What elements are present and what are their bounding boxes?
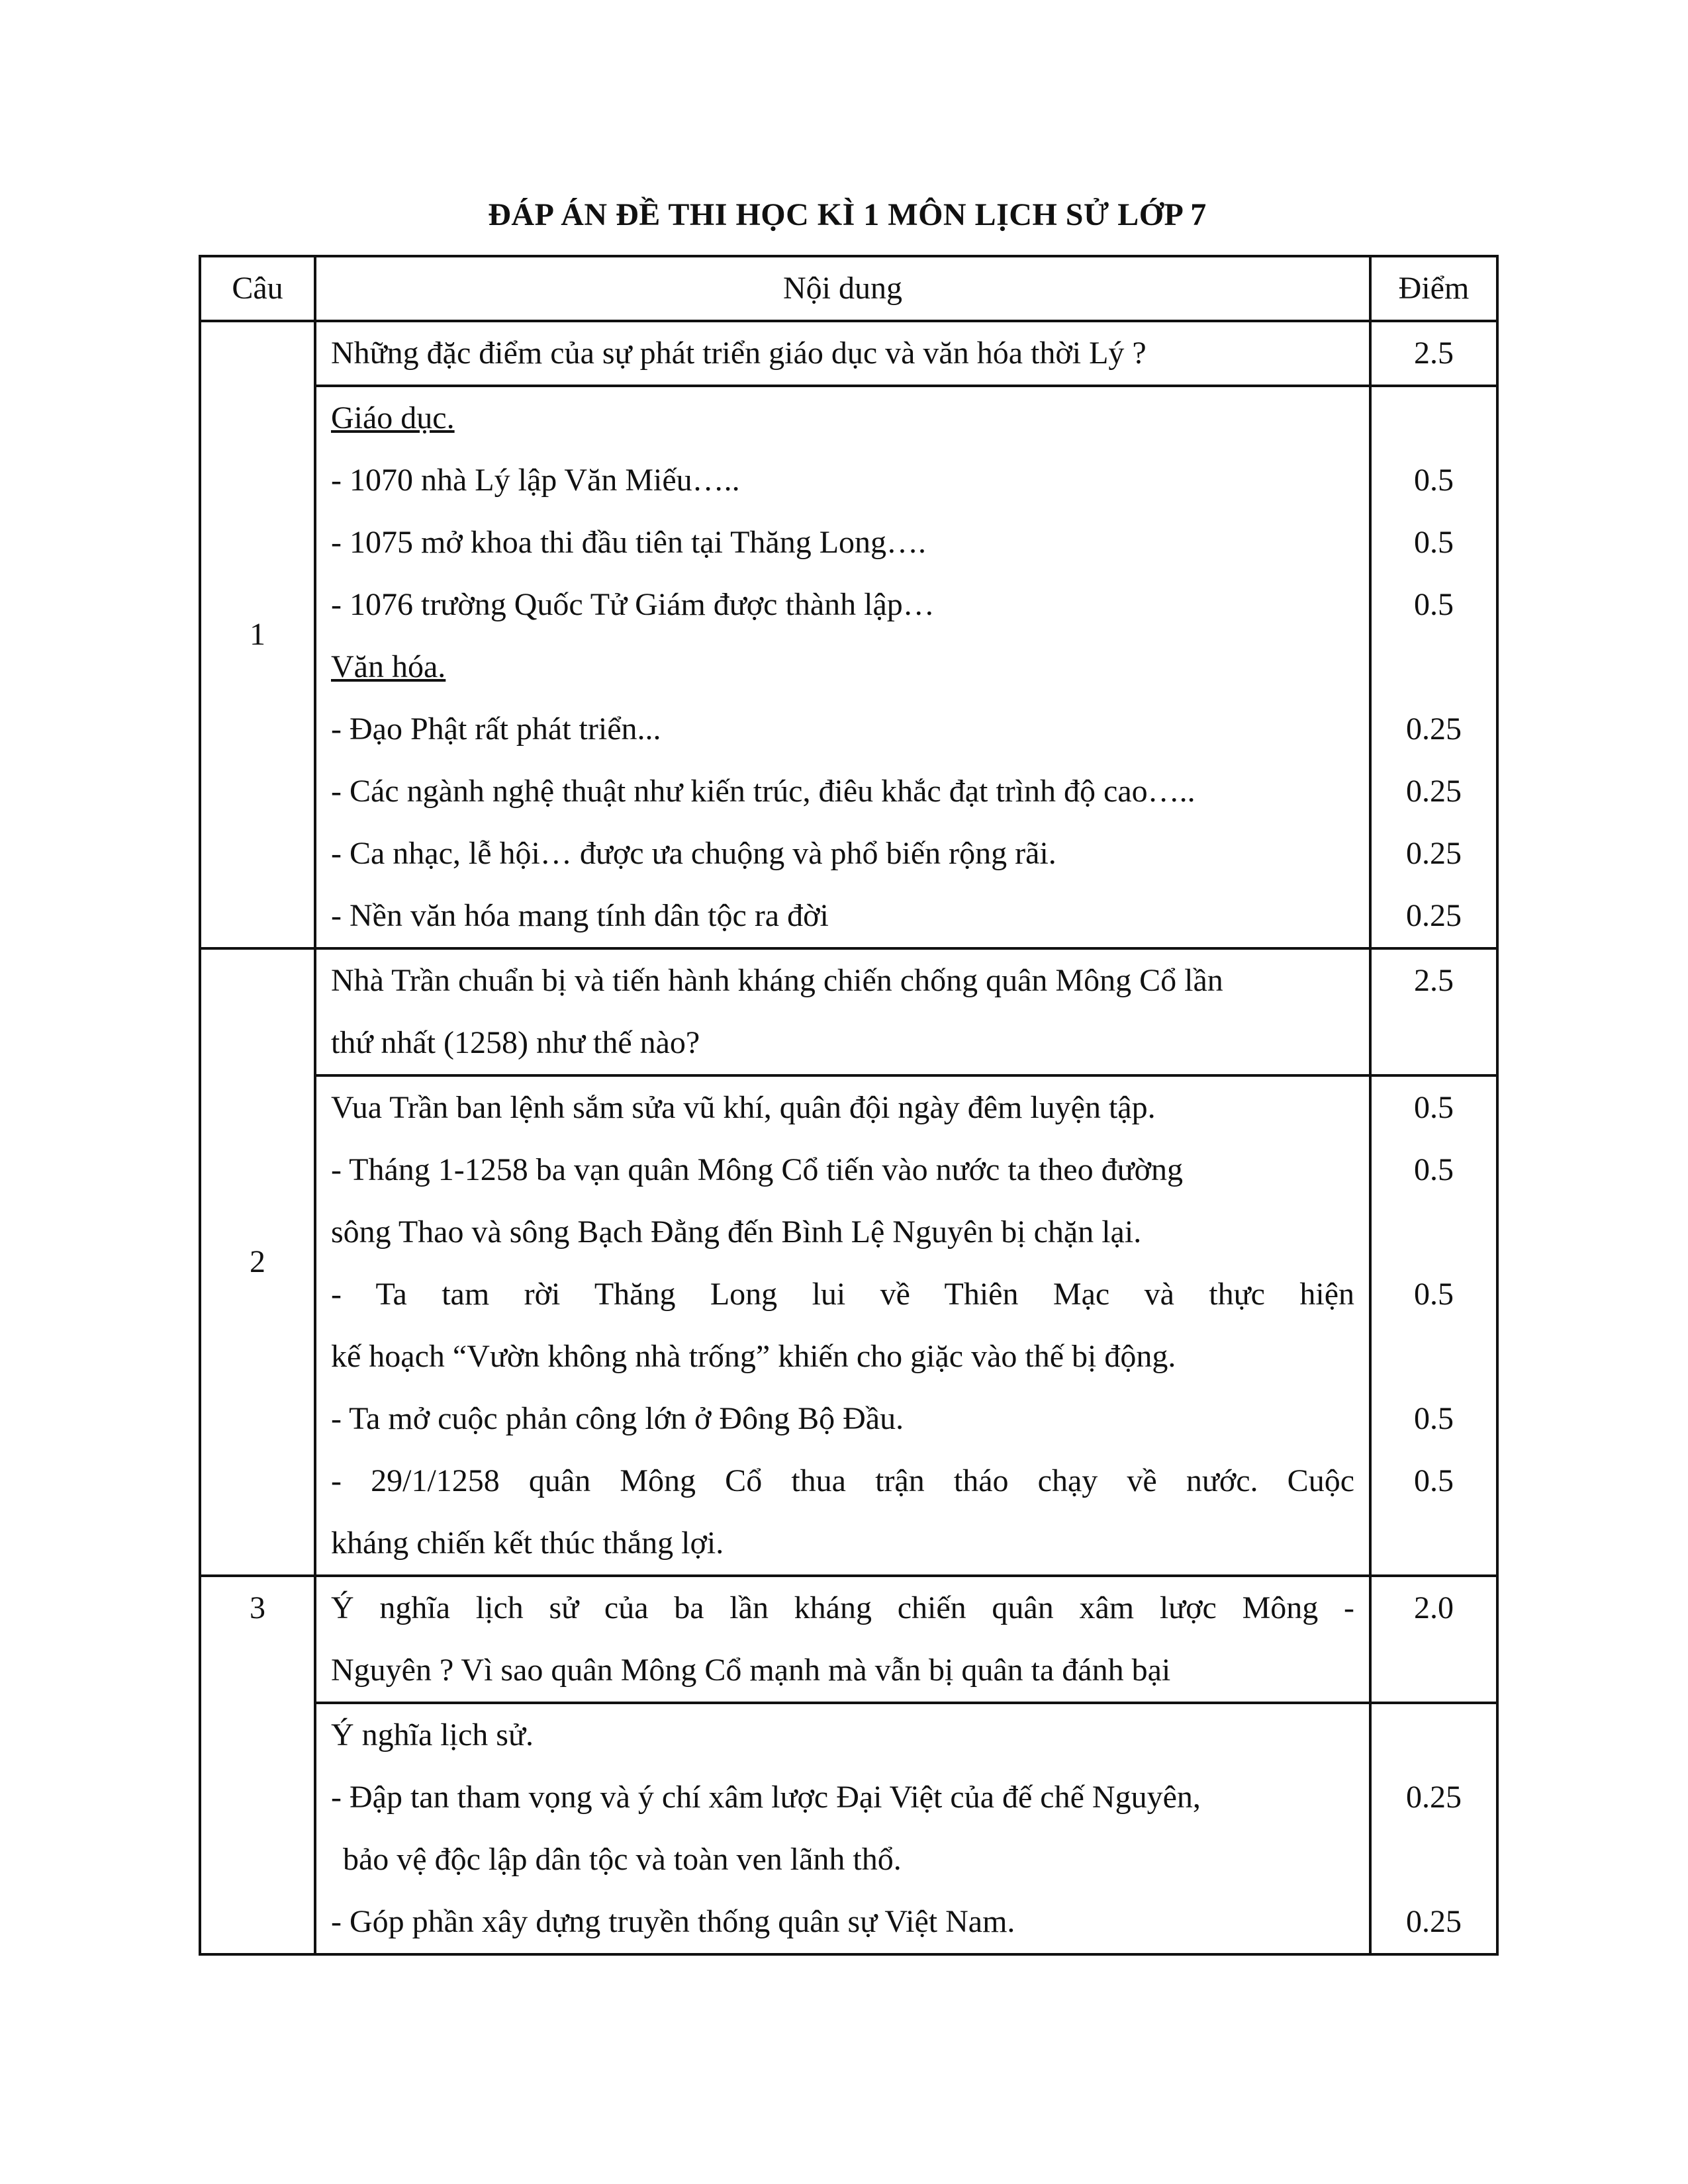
q2-score-6: 0.5 (1414, 1463, 1454, 1498)
q2-score-3: 0.5 (1414, 1277, 1454, 1312)
q1-score-7: 0.25 (1406, 836, 1462, 871)
header-cau: Câu (200, 256, 315, 321)
q3-score-1: 0.25 (1406, 1780, 1462, 1815)
q3-question (315, 1576, 1370, 1703)
q1-question-score: 2.5 (1370, 321, 1497, 386)
q1-question-text: Những đặc điểm của sự phát triển giáo dục và văn hóa thời Lý ? (331, 336, 1147, 371)
q2-answer (315, 1075, 1370, 1576)
q3-question-score: 2.0 (1370, 1576, 1497, 1703)
q1-score-6: 0.25 (1406, 774, 1462, 809)
table-header-row (200, 256, 1497, 321)
q3-line-0: Ý nghĩa lịch sử. (331, 1717, 534, 1752)
q3-line-3: - Góp phần xây dựng truyền thống quân sự Việt Nam. (331, 1904, 1015, 1939)
header-diem: Điểm (1370, 256, 1497, 321)
q1-line-1: - 1070 nhà Lý lập Văn Miếu….. (331, 463, 740, 498)
q1-question (315, 321, 1370, 386)
q3-answer-row (200, 1703, 1497, 1954)
q2-question-score: 2.5 (1370, 948, 1497, 1075)
q1-score-8: 0.25 (1406, 898, 1462, 933)
q1-line-8: - Nền văn hóa mang tính dân tộc ra đời (331, 898, 829, 933)
q1-scores (1370, 386, 1497, 948)
q1-line-6: - Các ngành nghệ thuật như kiến trúc, điêu khắc đạt trình độ cao….. (331, 774, 1196, 809)
q2-line-6: - 29/1/1258 quân Mông Cổ thua trận tháo chạy về nước. Cuộc (331, 1463, 1354, 1498)
q3-scores (1370, 1703, 1497, 1954)
q1-score-0 (1372, 387, 1496, 449)
q3-question-row (200, 1576, 1497, 1703)
q3-question-line-0: Ý nghĩa lịch sử của ba lần kháng chiến quân xâm lược Mông - (331, 1590, 1354, 1625)
q2-line-7: kháng chiến kết thúc thắng lợi. (331, 1525, 724, 1561)
q3-number: 3 (200, 1576, 315, 1954)
q2-scores (1370, 1075, 1497, 1576)
q1-number: 1 (200, 321, 315, 948)
q2-number: 2 (200, 948, 315, 1576)
q1-score-1: 0.5 (1414, 463, 1454, 498)
q1-score-4 (1372, 636, 1496, 698)
q1-score-2: 0.5 (1414, 525, 1454, 560)
q2-score-4 (1372, 1326, 1496, 1388)
q1-answer (315, 386, 1370, 948)
answer-table (199, 255, 1499, 1956)
q2-score-5: 0.5 (1414, 1401, 1454, 1436)
q1-line-2: - 1075 mở khoa thi đầu tiên tại Thăng Long…. (331, 525, 927, 560)
q3-score-2 (1372, 1829, 1496, 1891)
q1-score-3: 0.5 (1414, 587, 1454, 622)
q2-line-4: kế hoạch “Vườn không nhà trống” khiến cho giặc vào thế bị động. (331, 1339, 1176, 1374)
q2-score-1: 0.5 (1414, 1152, 1454, 1187)
q3-line-2: bảo vệ độc lập dân tộc và toàn ven lãnh thổ. (343, 1842, 902, 1877)
q2-line-2: sông Thao và sông Bạch Đằng đến Bình Lệ Nguyên bị chặn lại. (331, 1214, 1142, 1250)
q3-score-3: 0.25 (1406, 1904, 1462, 1939)
q1-score-5: 0.25 (1406, 711, 1462, 747)
q1-answer-row (200, 386, 1497, 948)
q1-question-row (200, 321, 1497, 386)
q1-line-5: - Đạo Phật rất phát triển... (331, 711, 661, 747)
q2-score-2 (1372, 1201, 1496, 1263)
document-title: ĐÁP ÁN ĐỀ THI HỌC KÌ 1 MÔN LỊCH SỬ LỚP 7 (488, 197, 1207, 232)
q3-score-0 (1372, 1704, 1496, 1766)
q1-line-4: Văn hóa. (331, 649, 446, 684)
q1-line-0: Giáo dục. (331, 400, 455, 435)
q2-line-3: - Ta tam rời Thăng Long lui về Thiên Mạc và thực hiện (331, 1277, 1354, 1312)
q3-answer (315, 1703, 1370, 1954)
header-noi-dung: Nội dung (315, 256, 1370, 321)
q2-line-0: Vua Trần ban lệnh sắm sửa vũ khí, quân đội ngày đêm luyện tập. (331, 1090, 1156, 1125)
q2-question-row (200, 948, 1497, 1075)
q3-line-1: - Đập tan tham vọng và ý chí xâm lược Đại Việt của đế chế Nguyên, (331, 1780, 1201, 1815)
q1-line-3: - 1076 trường Quốc Tử Giám được thành lập… (331, 587, 935, 622)
q2-score-0: 0.5 (1414, 1090, 1454, 1125)
q2-question-line-0: Nhà Trần chuẩn bị và tiến hành kháng chiến chống quân Mông Cổ lần (331, 963, 1223, 998)
q2-answer-row (200, 1075, 1497, 1576)
q1-line-7: - Ca nhạc, lễ hội… được ưa chuộng và phổ biến rộng rãi. (331, 836, 1056, 871)
q3-question-line-1: Nguyên ? Vì sao quân Mông Cổ mạnh mà vẫn bị quân ta đánh bại (331, 1653, 1171, 1688)
q2-line-1: - Tháng 1-1258 ba vạn quân Mông Cổ tiến vào nước ta theo đường (331, 1152, 1183, 1187)
q2-question (315, 948, 1370, 1075)
q2-score-7 (1372, 1512, 1496, 1574)
q2-question-line-1: thứ nhất (1258) như thế nào? (331, 1025, 700, 1060)
q2-line-5: - Ta mở cuộc phản công lớn ở Đông Bộ Đầu. (331, 1401, 904, 1436)
